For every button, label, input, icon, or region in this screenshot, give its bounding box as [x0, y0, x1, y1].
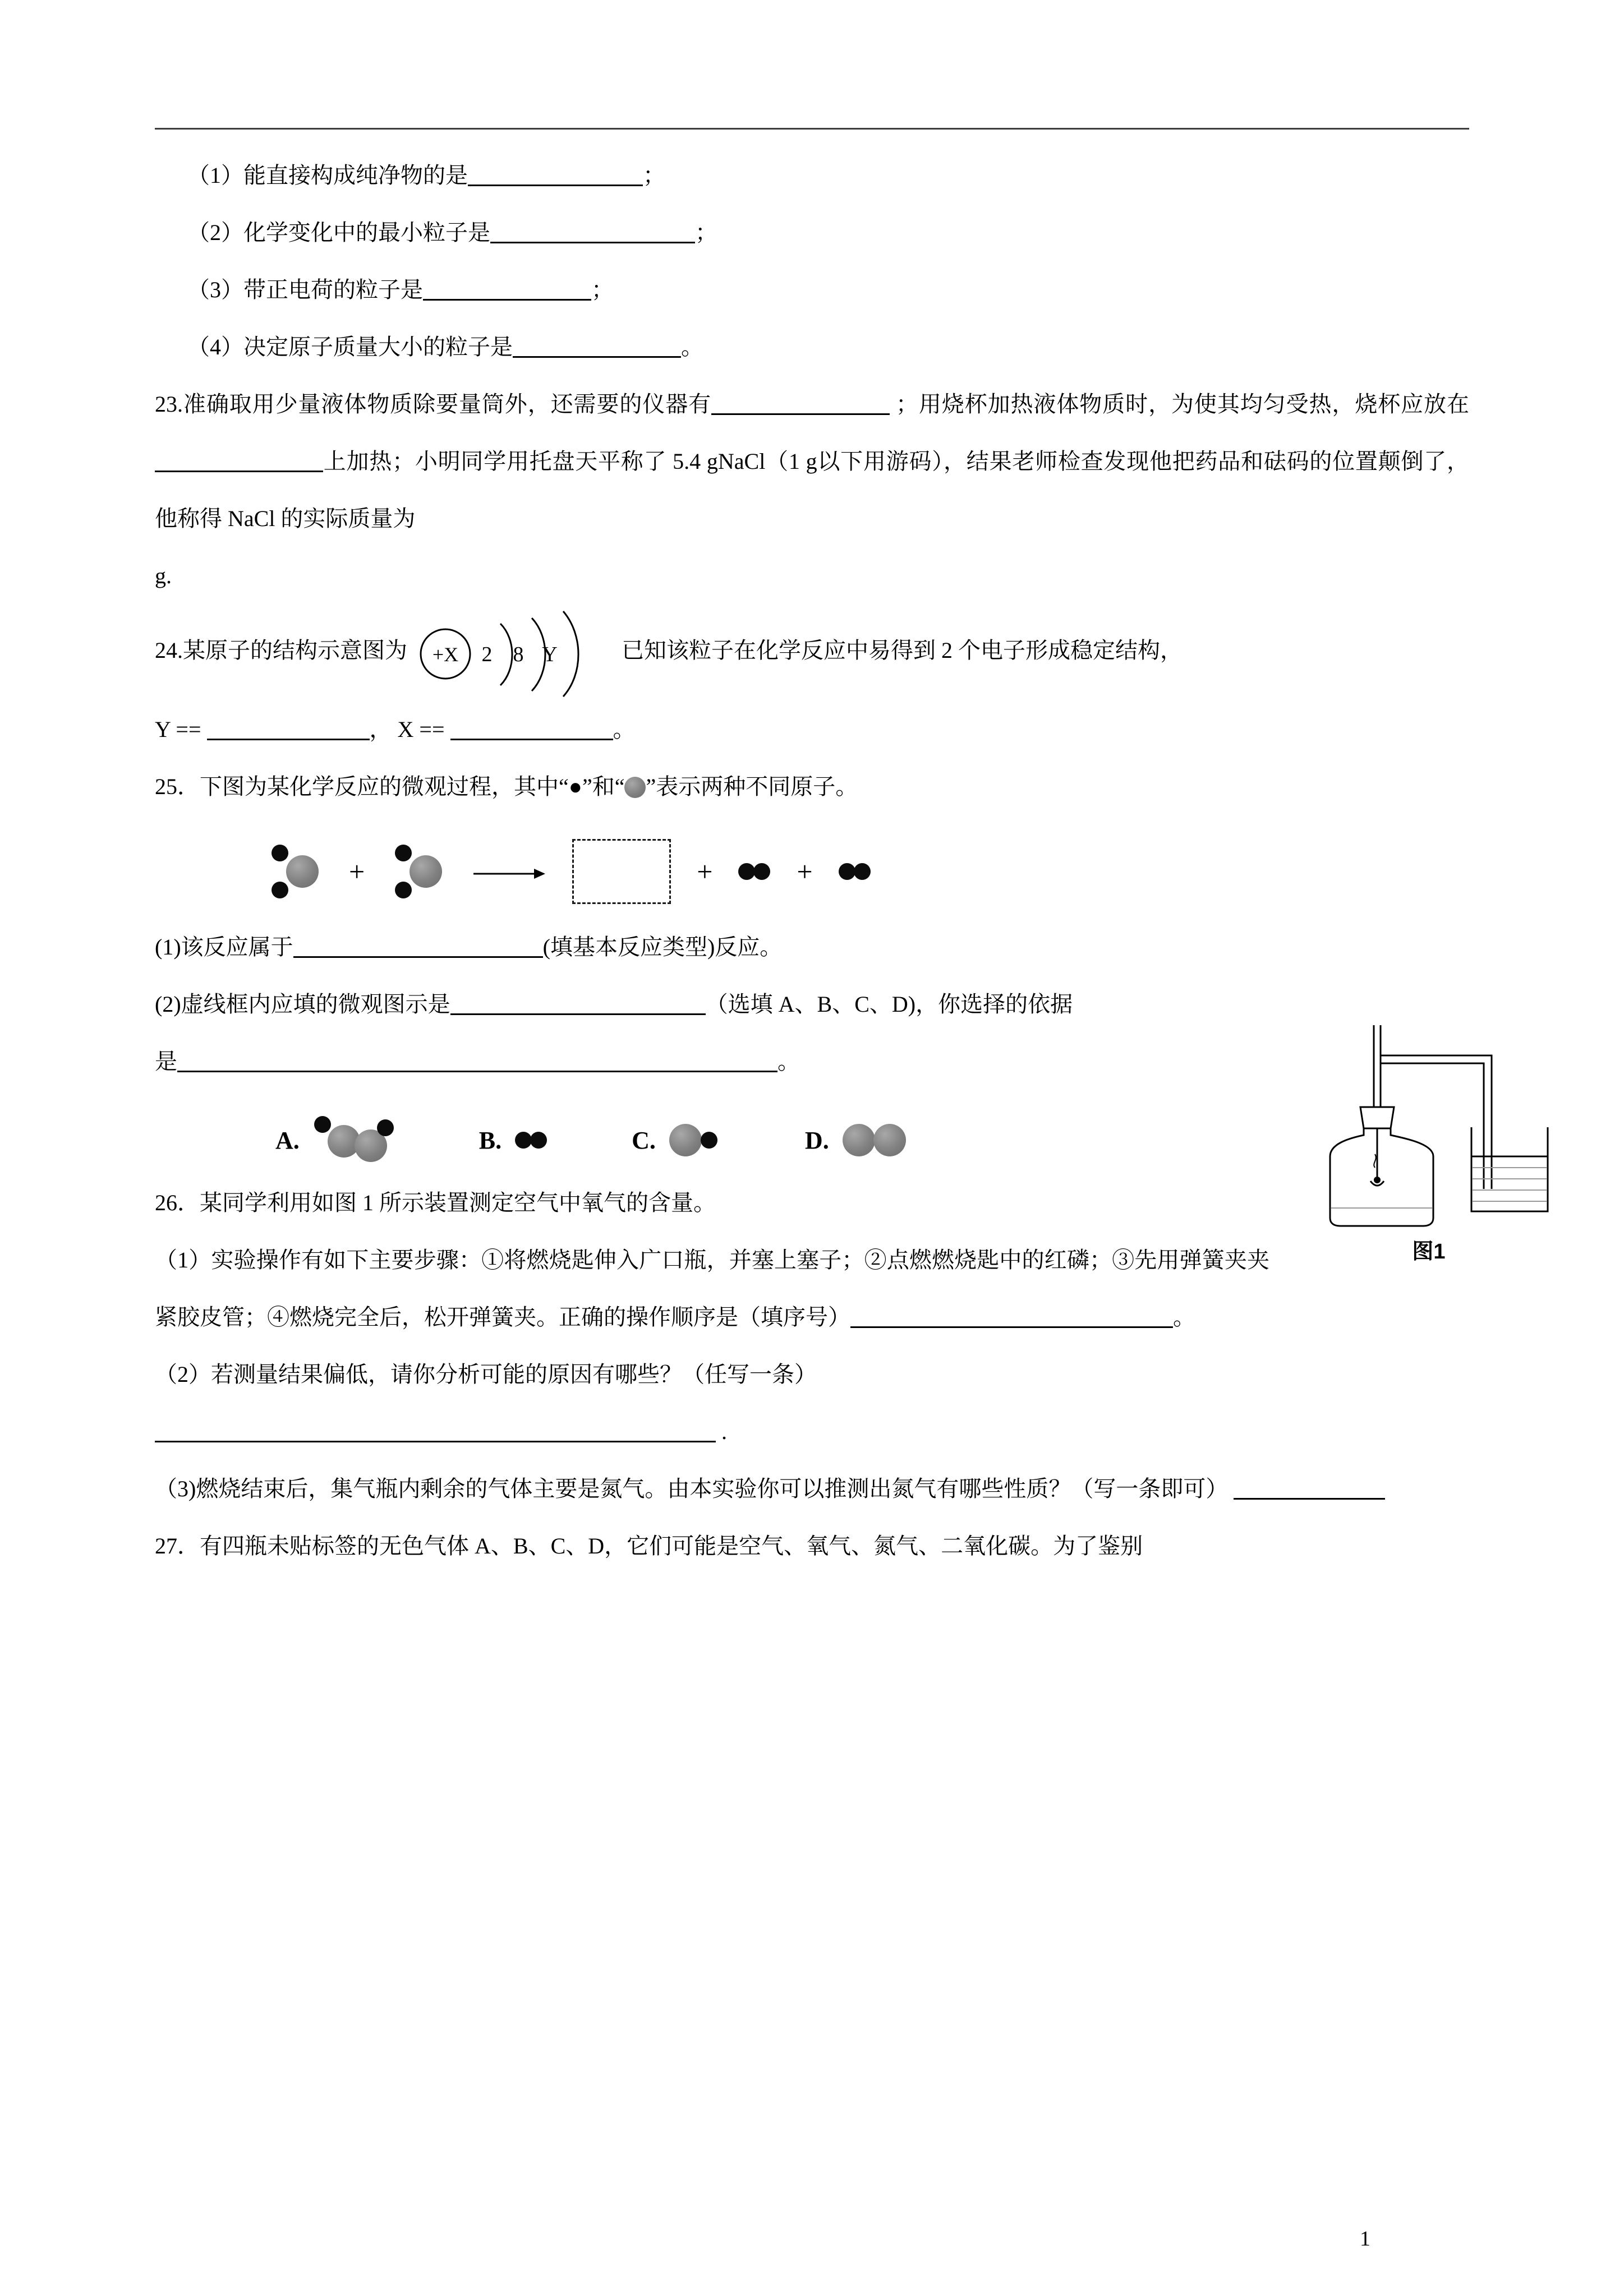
q26-sub1-end: 。 [1173, 1304, 1195, 1330]
black-atom [515, 1132, 532, 1149]
plus-sign: + [697, 856, 713, 887]
q25-sub1-text: (1)该反应属于 [155, 934, 293, 960]
option-a-label: A. [275, 1126, 300, 1154]
apparatus-figure [1294, 1023, 1563, 1265]
q23-text-2: ；用烧杯加热液体物质时，为使其均匀受热，烧杯应放在 [890, 391, 1470, 417]
black-atom [272, 845, 288, 861]
diatomic-black-molecule-1 [738, 863, 771, 880]
reactant-molecule-2 [390, 843, 447, 900]
black-atom [395, 845, 412, 861]
q26-sub2-period: . [716, 1419, 727, 1444]
q22-item-4-text: （4）决定原子质量大小的粒子是 [187, 334, 513, 359]
q23-blank-1 [711, 395, 890, 415]
plus-sign: + [797, 856, 813, 887]
q24-period: 。 [613, 717, 636, 742]
black-atom [701, 1132, 717, 1149]
question-24-answers [155, 701, 1469, 758]
q26-sub2-blank [155, 1422, 716, 1442]
q24-x-blank [450, 720, 613, 740]
shell-count-3: Y [542, 643, 558, 666]
top-rule [155, 128, 1469, 130]
option-c-label: C. [632, 1126, 656, 1154]
q25-header-text-3: ”表示两种不同原子。 [646, 774, 858, 799]
atom-structure-diagram [416, 605, 613, 701]
q22-item-4-sep: 。 [681, 334, 703, 359]
black-atom [753, 863, 770, 880]
delivery-tube [1381, 1055, 1492, 1189]
gas-bottle [1330, 1128, 1433, 1226]
question-23 [155, 376, 1469, 547]
q22-item-4-blank [513, 338, 681, 358]
q22-item-2-text: （2）化学变化中的最小粒子是 [187, 220, 490, 245]
q25-sub2-text: (2)虚线框内应填的微观图示是 [155, 992, 450, 1017]
q26-sub3-text: （3)燃烧结束后，集气瓶内剩余的气体主要是氮气。由本实验你可以推测出氮气有哪些性质？（写一条即可） [155, 1476, 1229, 1501]
black-atom [377, 1119, 394, 1136]
q22-item-3-text: （3）带正电荷的粒子是 [187, 277, 423, 302]
q24-text-1: 24.某原子的结构示意图为 [155, 638, 407, 663]
q24-text-2: 已知该粒子在化学反应中易得到 2 个电子形成稳定结构， [622, 638, 1183, 663]
question-24 [155, 605, 1469, 701]
q25-sub2-blank [450, 995, 706, 1015]
option-b-label: B. [479, 1126, 502, 1154]
gray-atom [286, 855, 319, 888]
question-26-sub1 [155, 1232, 1469, 1346]
answer-dashed-box [572, 839, 671, 904]
plus-sign: + [349, 856, 365, 887]
gray-atom [873, 1124, 906, 1156]
black-atom [839, 863, 855, 880]
question-23-cont [155, 547, 1469, 605]
question-25-sub1 [155, 919, 1469, 976]
q22-item-1-blank [468, 166, 643, 186]
q26-sub2-text: （2）若测量结果偏低，请你分析可能的原因有哪些？（任写一条） [155, 1362, 817, 1387]
apparatus-drawing [1294, 1023, 1563, 1232]
gray-atom [410, 855, 442, 888]
black-atom [854, 863, 871, 880]
question-27 [155, 1518, 1469, 1575]
reaction-diagram [267, 839, 1469, 904]
red-phosphorus [1374, 1177, 1381, 1183]
q26-sub3-blank [1234, 1479, 1385, 1500]
question-26-sub2-answer [155, 1403, 1469, 1460]
atom-structure-svg [416, 605, 613, 701]
q23-text-1: 23.准确取用少量液体物质除要量筒外，还需要的仪器有 [155, 391, 712, 417]
option-d [805, 1123, 907, 1157]
question-26-sub3 [155, 1460, 1469, 1518]
q23-text-4: g. [155, 563, 172, 588]
shell-count-2: 8 [513, 643, 524, 666]
beaker [1471, 1127, 1548, 1211]
question-26-header [155, 1174, 1469, 1232]
black-atom [272, 882, 288, 898]
option-d-molecule [843, 1123, 907, 1157]
q24-y-label: Y == [155, 717, 201, 742]
black-atom-glyph: ● [568, 774, 582, 799]
black-atom [395, 882, 412, 898]
q22-item-2-sep: ； [695, 220, 717, 245]
q27-text: 27．有四瓶未贴标签的无色气体 A、B、C、D，它们可能是空气、氧气、氮气、二氧化碳。为了鉴别 [155, 1533, 1143, 1559]
q25-sub2-cont-text: 是 [155, 1049, 177, 1074]
q22-item-4 [155, 319, 1469, 376]
gray-atom-glyph [624, 777, 646, 798]
smoke-squiggle [1374, 1154, 1375, 1168]
black-atom [314, 1116, 331, 1133]
q25-header-text-2: ”和“ [582, 774, 625, 799]
q26-sub1-blank [850, 1308, 1173, 1328]
q23-text-3: 上加热；小明同学用托盘天平称了 5.4 gNaCl（1 g以下用游码），结果老师检查发现他把药品和砝码的位置颠倒了，他称得 NaCl 的实际质量为 [155, 449, 1469, 531]
q25-sub1-end: (填基本反应类型)反应。 [542, 934, 783, 960]
figure-label: 图1 [1412, 1240, 1446, 1264]
q24-x-label: X == [397, 717, 445, 742]
reaction-arrow-icon [472, 859, 546, 885]
q25-sub2-end: （选填 A、B、C、D)，你选择的依据 [705, 992, 1073, 1017]
options-row [275, 1116, 1269, 1164]
nucleus-charge-label: +X [432, 643, 459, 666]
option-b [479, 1126, 548, 1155]
black-atom [530, 1132, 547, 1149]
question-25-sub2 [155, 976, 1469, 1033]
option-a-molecule [313, 1116, 395, 1164]
delivery-tube [1381, 1063, 1484, 1189]
option-c [632, 1123, 721, 1158]
q24-comma: ， [369, 717, 392, 742]
q25-header-text-1: 25．下图为某化学反应的微观过程，其中“ [155, 774, 569, 799]
q22-item-1-text: （1）能直接构成纯净物的是 [187, 163, 468, 188]
question-26-sub2 [155, 1346, 1469, 1403]
q25-sub2-period: 。 [778, 1049, 800, 1074]
rubber-stopper [1360, 1107, 1394, 1128]
gray-atom [669, 1124, 702, 1156]
diatomic-black-molecule-2 [839, 863, 871, 880]
q22-item-2-blank [490, 223, 695, 243]
q26-sub1-text: （1）实验操作有如下主要步骤：①将燃烧匙伸入广口瓶，并塞上塞子；②点燃燃烧匙中的红磷；③先用弹簧夹夹紧胶皮管；④燃烧完全后，松开弹簧夹。正确的操作顺序是（填序号） [155, 1247, 1269, 1330]
q22-item-3 [155, 261, 1469, 319]
option-a [275, 1116, 395, 1164]
option-c-molecule [669, 1123, 721, 1158]
q22-item-2 [155, 204, 1469, 261]
black-atom [738, 863, 755, 880]
q25-sub2-cont-blank [177, 1052, 778, 1072]
q22-item-3-blank [423, 280, 591, 301]
question-25-header [155, 758, 1469, 815]
gray-atom [843, 1124, 875, 1156]
q24-y-blank [207, 720, 370, 740]
shell-arc-3 [563, 611, 578, 697]
q23-blank-2 [155, 452, 323, 472]
q26-header-text: 26．某同学利用如图 1 所示装置测定空气中氧气的含量。 [155, 1190, 716, 1215]
option-b-molecule [515, 1131, 548, 1149]
q22-item-1-sep: ； [643, 163, 665, 188]
q22-item-3-sep: ； [591, 277, 614, 302]
q22-item-1 [155, 147, 1469, 204]
shell-count-1: 2 [481, 643, 493, 666]
question-25-sub2-cont [155, 1033, 1469, 1090]
shell-arc-1 [500, 624, 512, 685]
option-d-label: D. [804, 1126, 829, 1154]
q25-sub1-blank [293, 938, 543, 958]
page-number: 1 [1360, 2227, 1370, 2251]
reactant-molecule-1 [267, 843, 323, 900]
